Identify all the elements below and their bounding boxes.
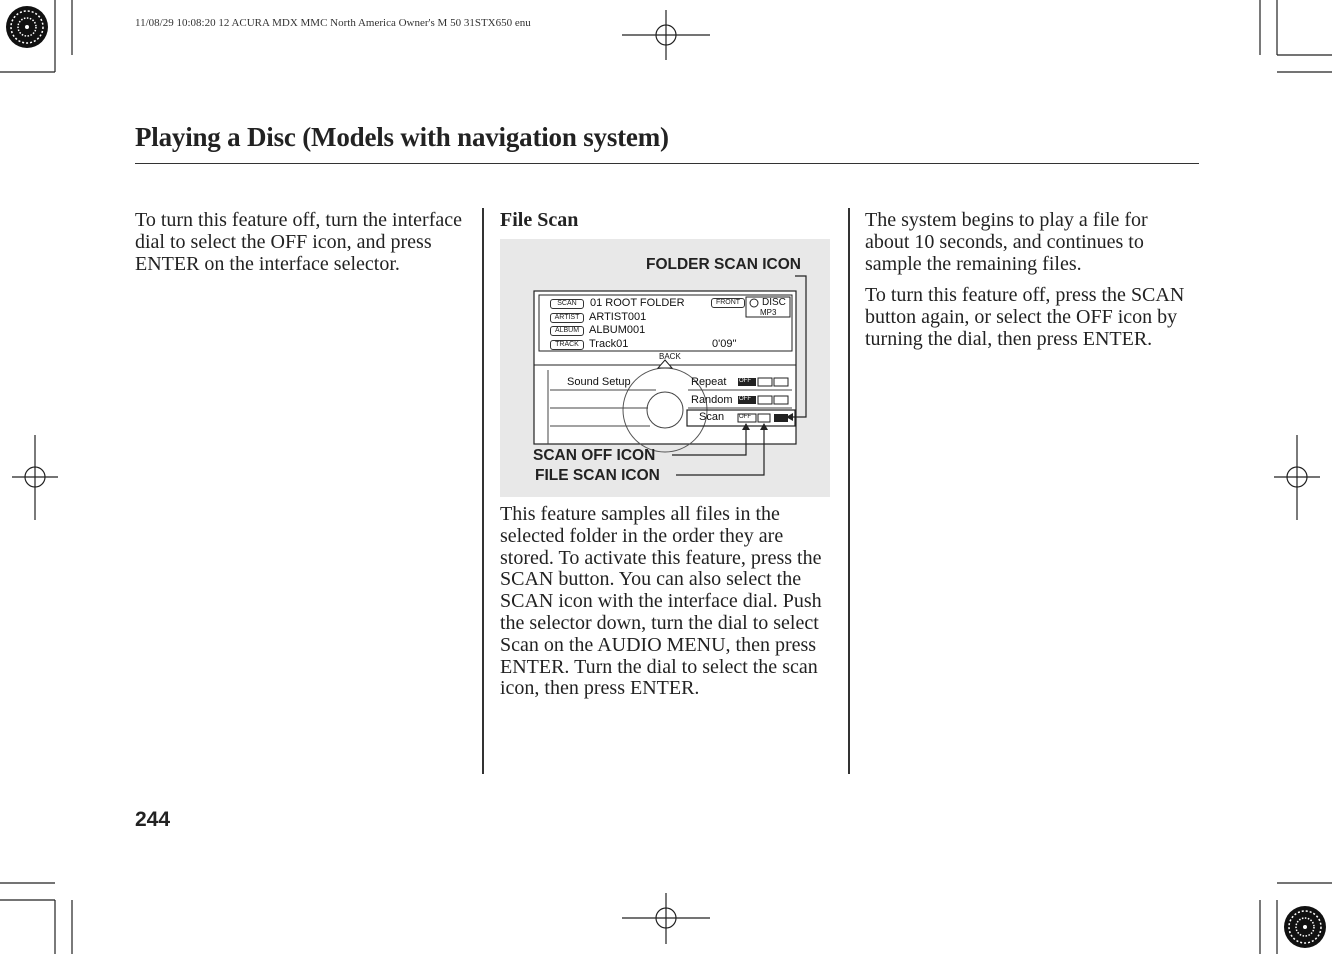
scan-off-icon-label: SCAN OFF ICON: [533, 447, 656, 464]
artist-tag: ARTIST: [550, 313, 584, 323]
sound-setup-item: Sound Setup: [567, 376, 631, 388]
random-off-icon: OFF: [739, 396, 751, 402]
column-3-para-1: The system begins to play a file for about 10 seconds, and continues to sample the remaining files.: [865, 209, 1148, 275]
track-tag: TRACK: [550, 340, 584, 350]
scan-tag: SCAN: [550, 299, 584, 309]
column-3-text: [865, 210, 1195, 361]
repeat-off-icon: OFF: [739, 378, 751, 384]
repeat-item: Repeat: [691, 376, 727, 388]
front-tag: FRONT: [711, 298, 745, 308]
random-item: Random: [691, 394, 733, 406]
folder-scan-icon-label: FOLDER SCAN ICON: [646, 256, 801, 273]
screen-artist: ARTIST001: [589, 311, 647, 323]
screen-time: 0'09'': [712, 338, 737, 350]
screen-folder: 01 ROOT FOLDER: [590, 297, 685, 309]
page-title: Playing a Disc (Models with navigation system): [135, 122, 669, 152]
disc-label: DISC: [762, 297, 786, 308]
screen-track: Track01: [589, 338, 629, 350]
album-tag: ALBUM: [550, 326, 584, 336]
page-number: 244: [135, 808, 171, 831]
file-scan-icon-label: FILE SCAN ICON: [535, 467, 660, 484]
print-header: 11/08/29 10:08:20 12 ACURA MDX MMC North America Owner's M 50 31STX650 enu: [135, 17, 531, 29]
scan-item: Scan: [699, 411, 725, 423]
scan-off-icon: OFF: [739, 414, 751, 420]
screen-album: ALBUM001: [589, 324, 646, 336]
column-1-text: To turn this feature off, turn the interface dial to select the OFF icon, and press ENTER on the interface selector.: [135, 209, 462, 275]
back-label: BACK: [659, 352, 681, 361]
column-3-para-2: To turn this feature off, press the SCAN button again, or select the OFF icon by turning the dial, then press ENTER.: [865, 284, 1185, 350]
mp3-label: MP3: [760, 308, 777, 317]
file-scan-heading: File Scan: [500, 209, 579, 231]
file-scan-body: This feature samples all files in the selected folder in the order they are stored. To activate this feature, press the SCAN button. You can also select the SCAN icon with the interface dial. Push the selector down, turn the dial to select Scan on the AUDIO MENU, then press ENTER. Turn the dial to select the scan icon, then press ENTER.: [500, 503, 822, 700]
